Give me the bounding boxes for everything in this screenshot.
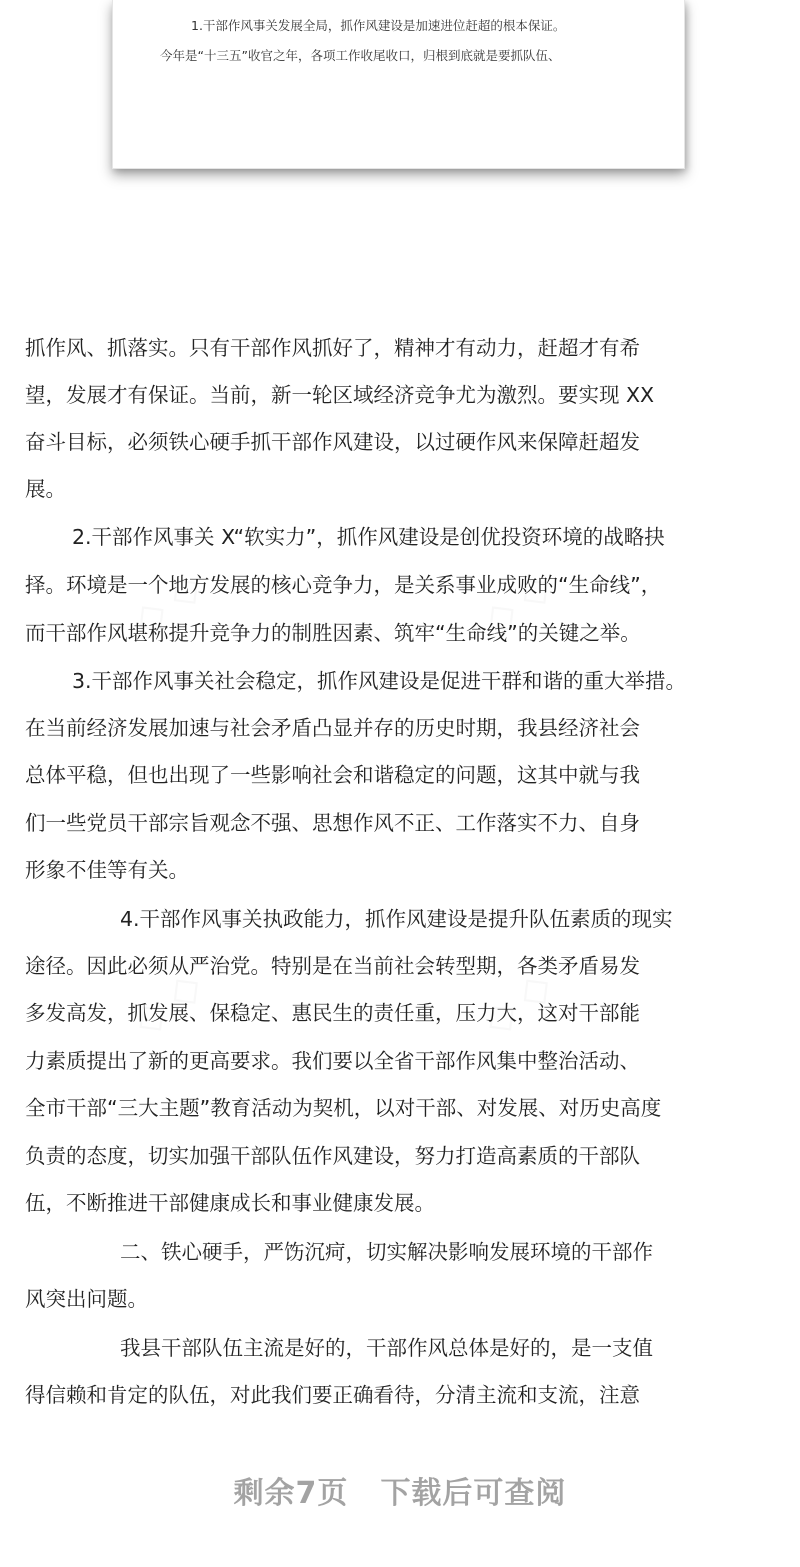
watermark: ◇ ◇ (123, 962, 211, 1044)
doc-line: 得信赖和肯定的队伍，对此我们要正确看待，分清主流和支流，注意 (25, 1383, 640, 1407)
watermark: ◇ ◇ (473, 562, 561, 644)
doc-line: 们一些党员干部宗旨观念不强、思想作风不正、工作落实不力、自身 (25, 811, 640, 835)
doc-line: 全市干部“三大主题”教育活动为契机，以对干部、对发展、对历史高度 (25, 1096, 662, 1120)
doc-line: 伍，不断推进干部健康成长和事业健康发展。 (25, 1191, 435, 1215)
doc-line: 4.干部作风事关执政能力，抓作风建设是提升队伍素质的现实 (120, 907, 673, 931)
doc-line: 二、铁心硬手，严饬沉疴，切实解决影响发展环境的干部作 (120, 1240, 653, 1264)
doc-line: 展。 (25, 477, 66, 501)
doc-line: 3.干部作风事关社会稳定，抓作风建设是促进干群和谐的重大举措。 (72, 669, 687, 693)
doc-line: 2.干部作风事关 X“软实力”，抓作风建设是创优投资环境的战略抉 (72, 525, 665, 549)
watermark: ◇ ◇ (123, 562, 211, 644)
doc-line: 形象不佳等有关。 (25, 858, 189, 882)
doc-line: 途径。因此必须从严治党。特别是在当前社会转型期，各类矛盾易发 (25, 954, 640, 978)
doc-line: 奋斗目标，必须铁心硬手抓干部作风建设，以过硬作风来保障赶超发 (25, 430, 640, 454)
doc-line: 在当前经济发展加速与社会矛盾凸显并存的历史时期，我县经济社会 (25, 716, 640, 740)
remaining-pages-count: 剩余7页 (233, 1476, 349, 1511)
doc-line: 而干部作风堪称提升竞争力的制胜因素、筑牢“生命线”的关键之举。 (25, 621, 641, 645)
doc-line: 望，发展才有保证。当前，新一轮区域经济竞争尤为激烈。要实现 XX (25, 383, 655, 407)
doc-line: 多发高发，抓发展、保稳定、惠民生的责任重，压力大，这对干部能 (25, 1001, 640, 1025)
doc-line: 力素质提出了新的更高要求。我们要以全省干部作风集中整治活动、 (25, 1049, 640, 1073)
doc-line: 择。环境是一个地方发展的核心竞争力，是关系事业成败的“生命线”， (25, 573, 662, 597)
download-hint: 下载后可查阅 (380, 1476, 567, 1511)
preview-line-2: 今年是“十三五”收官之年，各项工作收尾收口，归根到底就是要抓队伍、 (160, 48, 561, 63)
doc-line: 我县干部队伍主流是好的，干部作风总体是好的，是一支值 (120, 1336, 653, 1360)
preview-line-1: 1.干部作风事关发展全局，抓作风建设是加速进位赶超的根本保证。 (191, 18, 566, 33)
doc-line: 抓作风、抓落实。只有干部作风抓好了，精神才有动力，赶超才有希 (25, 336, 640, 360)
doc-line: 风突出问题。 (25, 1287, 148, 1311)
doc-line: 总体平稳，但也出现了一些影响社会和谐稳定的问题，这其中就与我 (25, 763, 640, 787)
document-preview-card (112, 0, 685, 169)
watermark: ◇ ◇ (473, 962, 561, 1044)
remaining-pages-banner[interactable] (0, 1468, 800, 1512)
doc-line: 负责的态度，切实加强干部队伍作风建设，努力打造高素质的干部队 (25, 1144, 640, 1168)
